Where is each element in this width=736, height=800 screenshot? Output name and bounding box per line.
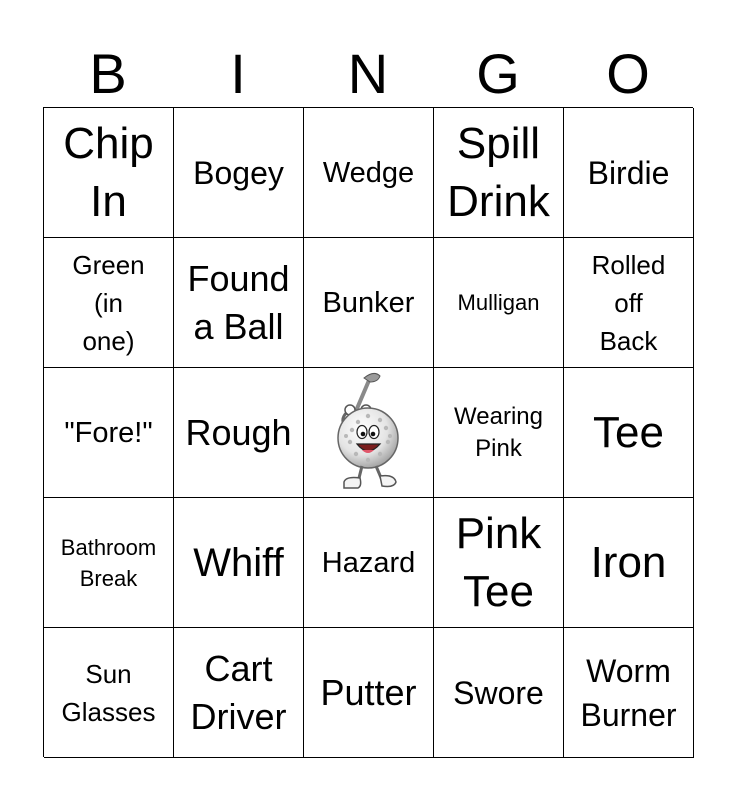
bingo-cell[interactable] [564, 498, 694, 628]
bingo-cell[interactable] [44, 108, 174, 238]
bingo-cell[interactable] [434, 238, 564, 368]
cell-label: Wearing Pink [454, 402, 543, 462]
bingo-cell[interactable] [44, 628, 174, 758]
bingo-cell[interactable] [304, 238, 434, 368]
bingo-cell[interactable] [174, 498, 304, 628]
header-letter-o: O [606, 42, 650, 105]
cell-label: Bathroom Break [60, 534, 157, 591]
bingo-cell[interactable] [434, 628, 564, 758]
cell-label: Putter [320, 671, 417, 713]
cell-label: Chip In [63, 118, 154, 226]
bingo-cell[interactable] [434, 368, 564, 498]
bingo-cell[interactable] [304, 628, 434, 758]
bingo-cell[interactable] [44, 368, 174, 498]
header-letter-n: N [347, 42, 389, 105]
cell-label: Spill Drink [447, 118, 550, 226]
bingo-cell[interactable] [564, 238, 694, 368]
bingo-cell[interactable] [564, 368, 694, 498]
cell-label: Found a Ball [187, 257, 290, 347]
header-letter-i: I [230, 42, 246, 105]
bingo-header [43, 40, 693, 108]
cell-label: Hazard [321, 546, 416, 579]
bingo-card-grid [43, 107, 693, 757]
cell-label: Rolled off Back [591, 249, 666, 356]
cell-label: Worm Burner [580, 652, 677, 733]
cell-label: Cart Driver [190, 647, 287, 737]
cell-label: Bunker [322, 286, 415, 319]
cell-label: Whiff [193, 540, 284, 585]
bingo-cell[interactable] [564, 628, 694, 758]
cell-label: Green (in one) [72, 249, 145, 356]
cell-label: Swore [453, 674, 544, 711]
bingo-cell[interactable] [44, 498, 174, 628]
cell-label: Sun Glasses [61, 658, 156, 727]
bingo-cell[interactable] [174, 368, 304, 498]
header-letter-g: G [476, 42, 520, 105]
free-space-cell[interactable] [304, 368, 434, 498]
cell-label: Iron [590, 537, 667, 587]
cell-label: Bogey [193, 154, 284, 191]
cell-label: Rough [185, 411, 292, 453]
cell-label: Mulligan [457, 290, 540, 315]
bingo-cell[interactable] [174, 238, 304, 368]
bingo-cell[interactable] [564, 108, 694, 238]
cell-label: Wedge [322, 156, 415, 189]
cell-label: Pink Tee [455, 508, 542, 616]
bingo-cell[interactable] [304, 108, 434, 238]
cell-label: Tee [593, 407, 664, 457]
bingo-cell[interactable] [174, 108, 304, 238]
bingo-cell[interactable] [44, 238, 174, 368]
header-letter-b: B [89, 42, 127, 105]
bingo-cell[interactable] [304, 498, 434, 628]
cell-label: "Fore!" [64, 416, 153, 449]
bingo-cell[interactable] [174, 628, 304, 758]
bingo-cell[interactable] [434, 498, 564, 628]
golf-ball-mascot-icon [324, 370, 414, 495]
bingo-cell[interactable] [434, 108, 564, 238]
cell-label: Birdie [587, 154, 670, 191]
